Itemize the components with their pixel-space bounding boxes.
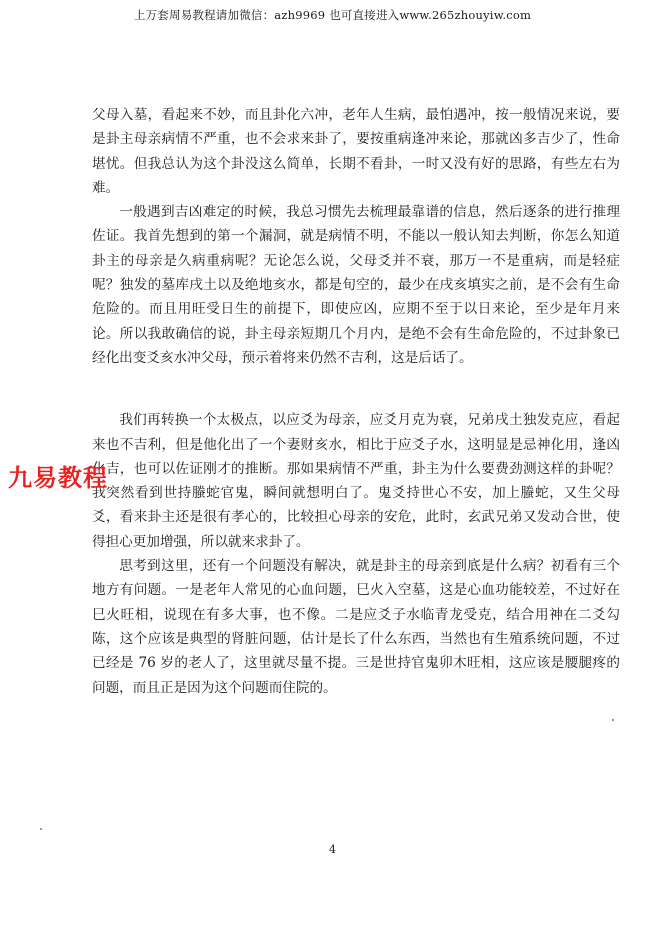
document-body [92, 103, 620, 700]
page-header: 上万套周易教程请加微信：azh9969 也可直接进入www.265zhouyiw.com [133, 8, 532, 22]
scan-speck [612, 719, 614, 721]
paragraph-3: 我们再转换一个太极点，以应爻为母亲，应爻月克为衰，兄弟戌土独发克应，看起来也不吉利，但是他化出了一个妻财亥水，相比于应爻子水，这明显是忌神化用，逢凶化吉，也可以佐证刚才的推断。那如果病情不严重，卦主为什么要费劲测这样的卦呢？我突然看到世持螣蛇官鬼，瞬间就想明白了。鬼爻持世心不安，加上螣蛇，又生父母爻，看来卦主还是很有孝心的，比较担心母亲的安危，此时，玄武兄弟又发动合世，使得担心更加增强，所以就来求卦了。 [92, 412, 620, 550]
scan-speck [40, 828, 42, 830]
paragraph-2: 一般遇到吉凶难定的时候，我总习惯先去梳理最靠谱的信息，然后逐条的进行推理佐证。我首先想到的第一个漏洞，就是病情不明，不能以一般认知去判断，你怎么知道卦主的母亲是久病重病呢？无论怎么说，父母爻并不衰，那万一不是重病，而是轻症呢？独发的墓库戌土以及绝地亥水，都是旬空的，最少在戌亥填实之前，是不会有生命危险的。而且用旺受日生的前提下，即使应凶，应期不至于以日来论，至少是年月来论。所以我敢确信的说，卦主母亲短期几个月内，是绝不会有生命危险的，不过卦象已经化出变爻亥水冲父母，预示着将来仍然不吉利，这是后话了。 [92, 204, 620, 366]
page-number: 4 [329, 843, 336, 856]
paragraph-4: 思考到这里，还有一个问题没有解决，就是卦主的母亲到底是什么病？初看有三个地方有问题。一是老年人常见的心血问题，巳火入空墓，这是心血功能较差，不过好在巳火旺相，说现在有多大事，也不像。二是应爻子水临青龙受克，结合用神在二爻勾陈，这个应该是典型的肾脏问题，估计是长了什么东西，当然也有生殖系统问题，不过已经是 76 岁的老人了，这里就尽量不提。三是世持官鬼卯木旺相，这应该是腰腿疼的问题，而且正是因为这个问题而住院的。 [92, 558, 620, 696]
paragraph-1: 父母入墓，看起来不妙，而且卦化六冲，老年人生病，最怕遇冲，按一般情况来说，要是卦主母亲病情不严重，也不会求来卦了，要按重病逢冲来论，那就凶多吉少了，性命堪忧。但我总认为这个卦没这么简单，长期不看卦，一时又没有好的思路，有些左右为难。 [92, 107, 620, 196]
paragraph-gap [92, 370, 620, 408]
watermark-logo: 九易教程 [8, 464, 108, 492]
